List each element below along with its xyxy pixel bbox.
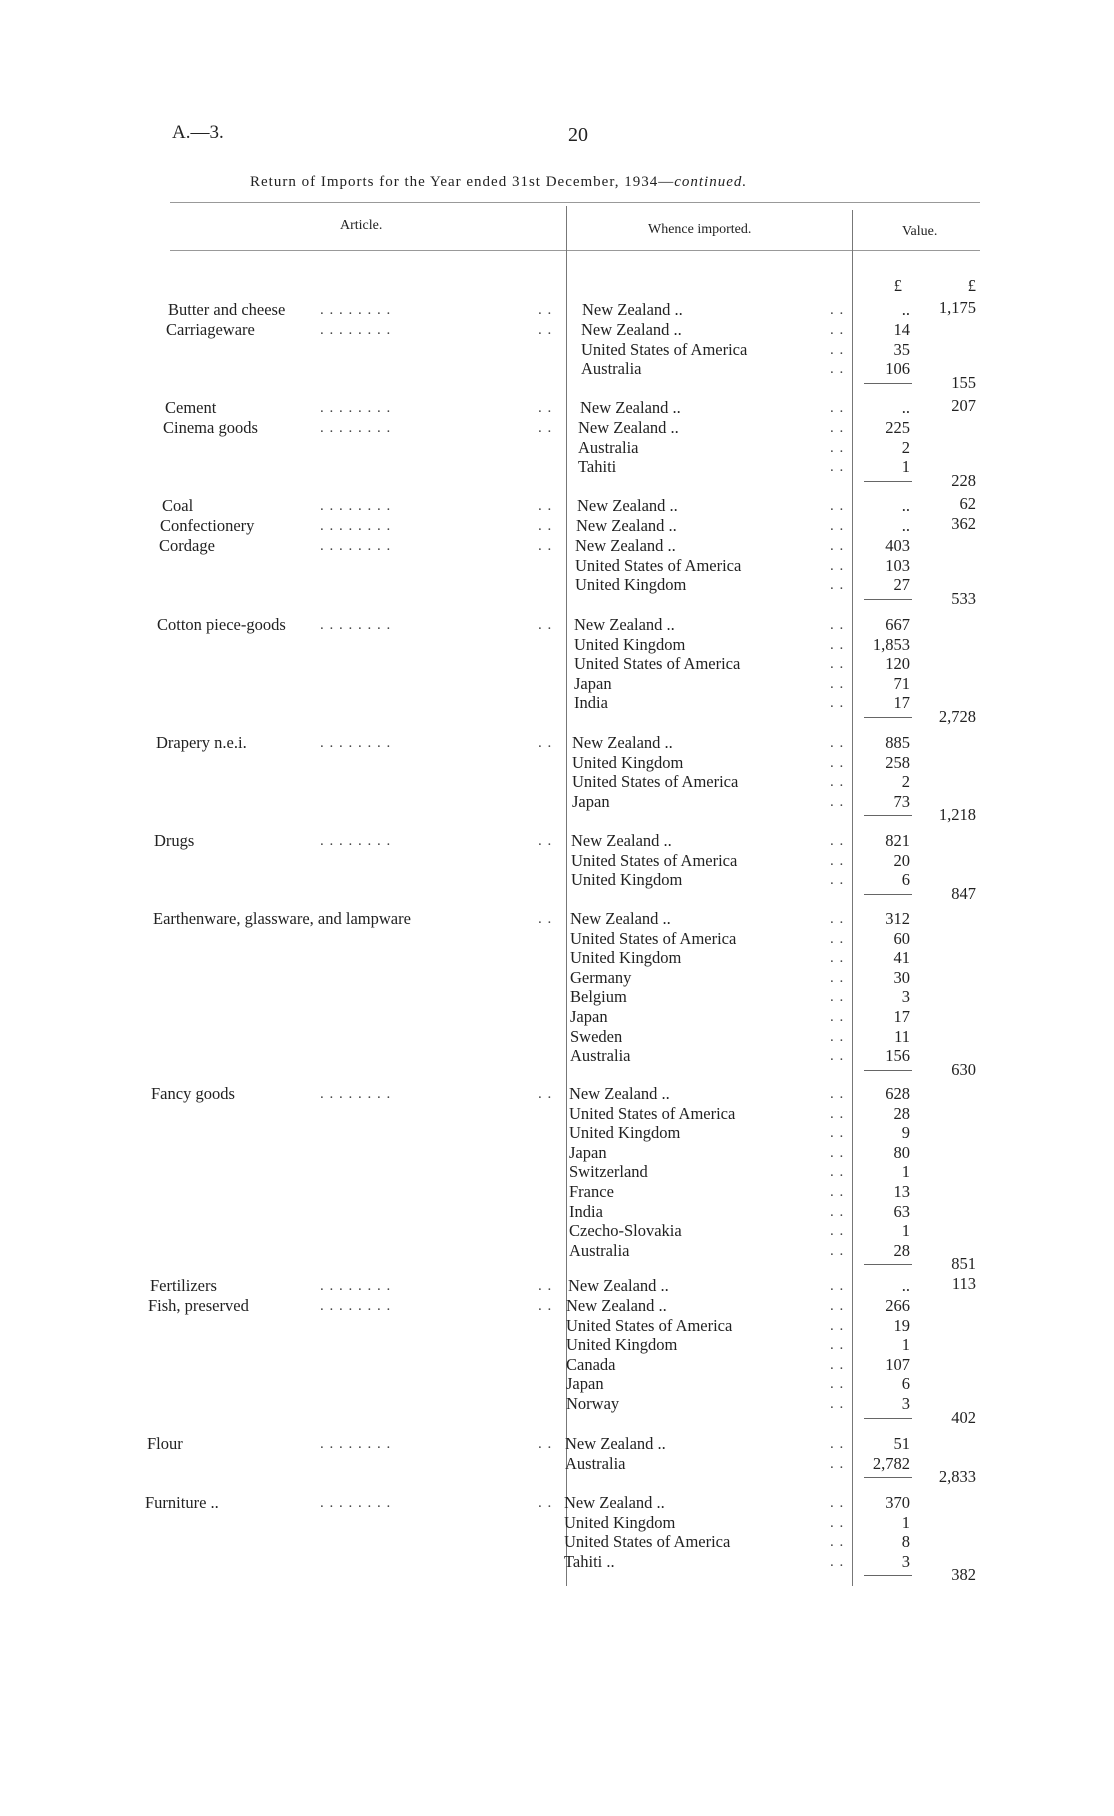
document-reference: A.—3.: [172, 122, 224, 143]
country-name: Tahiti: [578, 457, 617, 477]
leader-dots-article-end: . .: [538, 498, 553, 514]
country-value: 1: [901, 1335, 910, 1355]
country-value: 1: [901, 457, 910, 477]
country-name: United States of America: [572, 772, 739, 792]
article-total: 402: [951, 1407, 976, 1427]
country-name: New Zealand ..: [569, 1084, 670, 1103]
country-value: 156: [885, 1046, 910, 1066]
article-name: Cotton piece-goods: [157, 615, 286, 634]
leader-dots-country: . .: [830, 1203, 845, 1220]
article-name: Cordage: [159, 536, 215, 555]
leader-dots-article-end: . .: [538, 400, 553, 416]
article-total: 207: [951, 396, 976, 415]
country-name: United Kingdom: [574, 634, 686, 654]
country-name: United Kingdom: [569, 1123, 681, 1143]
leader-dots-article: . . . . . . . .: [320, 1086, 392, 1102]
leader-dots-article: . . . . . . . .: [320, 833, 392, 849]
leader-dots-country: . .: [830, 322, 845, 338]
article-total: 851: [951, 1254, 976, 1274]
country-value: 17: [893, 693, 910, 713]
leader-dots-article: . . . . . . . .: [320, 322, 392, 338]
article-total: 2,728: [938, 707, 976, 726]
country-value: 6: [901, 1374, 910, 1394]
country-name: Japan: [572, 791, 610, 811]
country-value: 103: [885, 555, 910, 575]
country-name: Australia: [565, 1453, 626, 1473]
country-value: 14: [893, 320, 910, 339]
country-value: 80: [893, 1142, 910, 1162]
country-value: 27: [893, 575, 910, 595]
country-value: 71: [893, 673, 910, 693]
country-value: 258: [885, 752, 910, 772]
country-value: 1: [901, 1162, 910, 1182]
article-name: Butter and cheese: [168, 300, 286, 319]
country-name: Germany: [570, 967, 632, 987]
article-total: 847: [951, 883, 976, 903]
country-name: New Zealand ..: [580, 398, 681, 417]
leader-dots-article-end: . .: [538, 302, 553, 318]
country-value: 3: [901, 1394, 910, 1413]
country-value: 60: [893, 928, 910, 948]
country-value: 13: [893, 1182, 910, 1201]
country-value: 51: [893, 1434, 910, 1453]
leader-dots-article: . . . . . . . .: [320, 1436, 392, 1452]
country-name: United Kingdom: [571, 870, 683, 890]
country-name: United States of America: [569, 1103, 736, 1123]
country-name: New Zealand ..: [581, 320, 682, 339]
country-name: New Zealand ..: [564, 1493, 665, 1512]
country-name: Australia: [578, 437, 639, 457]
leader-dots-country: . .: [830, 1105, 845, 1122]
leader-dots-article: . . . . . . . .: [320, 617, 392, 633]
leader-dots-country: . .: [830, 459, 845, 476]
leader-dots-article-end: . .: [538, 833, 553, 849]
article-total: 630: [951, 1059, 976, 1079]
country-value: 35: [893, 339, 910, 359]
article-total: 533: [951, 588, 976, 608]
subtotal-rule: [864, 815, 912, 816]
country-name: Japan: [570, 1007, 608, 1026]
country-name: New Zealand ..: [582, 300, 683, 319]
leader-dots-article: . . . . . . . .: [320, 1278, 392, 1294]
leader-dots-article: . . . . . . . .: [320, 400, 392, 416]
title-continued: continued.: [674, 174, 748, 190]
leader-dots-article-end: . .: [538, 420, 553, 436]
leader-dots-country: . .: [830, 950, 845, 967]
currency-symbol-total: £: [967, 276, 976, 295]
leader-dots-article-end: . .: [538, 1495, 553, 1511]
leader-dots-article: . . . . . . . .: [320, 518, 392, 534]
column-header-article: Article.: [340, 218, 383, 233]
country-value: ..: [901, 516, 910, 535]
country-name: United Kingdom: [575, 575, 687, 595]
country-name: Sweden: [570, 1026, 623, 1046]
leader-dots-article: . . . . . . . .: [320, 735, 392, 751]
leader-dots-country: . .: [830, 1396, 845, 1412]
subtotal-rule: [864, 1418, 912, 1419]
country-name: Australia: [570, 1046, 631, 1066]
column-divider-2: [852, 210, 853, 1586]
leader-dots-article: . . . . . . . .: [320, 538, 392, 554]
leader-dots-country: . .: [830, 1144, 845, 1161]
article-name: Cinema goods: [163, 418, 258, 437]
country-value: 1,853: [872, 634, 910, 654]
country-value: 2: [901, 772, 910, 792]
country-name: France: [569, 1182, 614, 1201]
country-name: New Zealand ..: [565, 1434, 666, 1453]
title-main: Return of Imports for the Year ended 31st December, 1934—: [250, 174, 675, 190]
leader-dots-country: . .: [830, 833, 845, 849]
article-total: 155: [951, 372, 976, 392]
article-name: Fish, preserved: [148, 1296, 249, 1315]
country-name: Tahiti ..: [564, 1551, 615, 1571]
country-value: 107: [885, 1354, 910, 1374]
article-total: 362: [951, 514, 976, 533]
country-name: United States of America: [581, 339, 748, 359]
leader-dots-country: . .: [830, 557, 845, 574]
country-value: 1: [901, 1512, 910, 1532]
leader-dots-country: . .: [830, 1048, 845, 1065]
leader-dots-country: . .: [830, 1376, 845, 1393]
leader-dots-article-end: . .: [538, 322, 553, 338]
leader-dots-country: . .: [830, 1242, 845, 1259]
article-name: Fertilizers: [150, 1276, 217, 1295]
leader-dots-article: . . . . . . . .: [320, 1298, 392, 1314]
country-name: New Zealand ..: [566, 1296, 667, 1315]
country-value: 28: [893, 1103, 910, 1123]
leader-dots-article-end: . .: [538, 538, 553, 554]
country-name: United Kingdom: [566, 1335, 678, 1355]
country-value: 8: [901, 1532, 910, 1552]
leader-dots-country: . .: [830, 695, 845, 712]
leader-dots-country: . .: [830, 872, 845, 889]
leader-dots-country: . .: [830, 1009, 845, 1025]
country-value: 1: [901, 1221, 910, 1241]
top-rule: [170, 202, 980, 203]
leader-dots-country: . .: [830, 1356, 845, 1373]
header-rule: [170, 250, 980, 251]
country-value: 28: [893, 1240, 910, 1260]
country-value: 20: [893, 850, 910, 870]
country-name: United States of America: [571, 850, 738, 870]
leader-dots-country: . .: [830, 735, 845, 751]
country-name: Japan: [574, 673, 612, 693]
leader-dots-article-end: . .: [538, 617, 553, 633]
leader-dots-country: . .: [830, 361, 845, 378]
country-name: Czecho-Slovakia: [569, 1221, 682, 1241]
country-name: United States of America: [564, 1532, 731, 1552]
country-name: New Zealand ..: [576, 516, 677, 535]
leader-dots-country: . .: [830, 852, 845, 869]
leader-dots-article: . . . . . . . .: [320, 302, 392, 318]
country-name: Australia: [569, 1240, 630, 1260]
leader-dots-country: . .: [830, 518, 845, 534]
leader-dots-article-end: . .: [538, 735, 553, 751]
leader-dots-article-end: . .: [538, 518, 553, 534]
subtotal-rule: [864, 1575, 912, 1576]
country-name: Norway: [566, 1394, 620, 1413]
subtotal-rule: [864, 894, 912, 895]
leader-dots-article-end: . .: [538, 1298, 553, 1314]
leader-dots-country: . .: [830, 675, 845, 692]
page-number: 20: [568, 124, 588, 146]
column-header-value: Value.: [902, 224, 938, 239]
country-value: 370: [885, 1493, 910, 1512]
leader-dots-country: . .: [830, 793, 845, 810]
country-name: United Kingdom: [564, 1512, 676, 1532]
leader-dots-article: . . . . . . . .: [320, 1495, 392, 1511]
country-value: 63: [893, 1201, 910, 1221]
article-name: Cement: [165, 398, 217, 417]
leader-dots-country: . .: [830, 538, 845, 554]
leader-dots-country: . .: [830, 1337, 845, 1354]
article-total: 1,218: [938, 805, 976, 825]
country-name: United States of America: [566, 1315, 733, 1335]
country-name: New Zealand ..: [577, 496, 678, 515]
country-name: United States of America: [574, 654, 741, 674]
country-value: 19: [893, 1315, 910, 1335]
country-value: 3: [901, 1551, 910, 1571]
country-value: 885: [885, 733, 910, 752]
country-value: 11: [894, 1026, 910, 1046]
leader-dots-country: . .: [830, 439, 845, 456]
country-value: 17: [893, 1007, 910, 1026]
country-value: 225: [885, 418, 910, 437]
leader-dots-country: . .: [830, 341, 845, 358]
country-value: ..: [901, 496, 910, 515]
article-name: Carriageware: [166, 320, 255, 339]
leader-dots-country: . .: [830, 577, 845, 594]
leader-dots-country: . .: [830, 1436, 845, 1452]
leader-dots-country: . .: [830, 1553, 845, 1570]
subtotal-rule: [864, 717, 912, 718]
country-value: ..: [901, 398, 910, 417]
leader-dots-country: . .: [830, 1125, 845, 1142]
leader-dots-country: . .: [830, 1184, 845, 1200]
subtotal-rule: [864, 383, 912, 384]
article-total: 382: [951, 1565, 976, 1585]
subtotal-rule: [864, 481, 912, 482]
country-value: 3: [901, 987, 910, 1007]
leader-dots-country: . .: [830, 1086, 845, 1102]
country-name: Belgium: [570, 987, 627, 1007]
country-name: New Zealand ..: [578, 418, 679, 437]
country-name: New Zealand ..: [570, 909, 671, 928]
country-value: 41: [893, 948, 910, 968]
country-value: 9: [901, 1123, 910, 1143]
country-name: United Kingdom: [570, 948, 682, 968]
country-name: New Zealand ..: [572, 733, 673, 752]
article-name: Furniture ..: [145, 1493, 219, 1512]
article-name: Drugs: [154, 831, 195, 850]
country-value: 2: [901, 437, 910, 457]
country-name: Australia: [581, 359, 642, 379]
article-total: 228: [951, 470, 976, 490]
leader-dots-country: . .: [830, 930, 845, 947]
leader-dots-country: . .: [830, 1317, 845, 1334]
country-value: 667: [885, 615, 910, 634]
country-name: Canada: [566, 1354, 616, 1374]
leader-dots-country: . .: [830, 1455, 845, 1472]
article-total: 62: [959, 494, 976, 513]
country-value: 2,782: [872, 1453, 910, 1473]
article-name: Confectionery: [160, 516, 255, 535]
leader-dots-country: . .: [830, 1534, 845, 1551]
leader-dots-country: . .: [830, 636, 845, 653]
leader-dots-article-end: . .: [538, 911, 553, 927]
article-name: Drapery n.e.i.: [156, 733, 247, 752]
table-title: [250, 174, 747, 191]
column-header-whence: Whence imported.: [648, 222, 752, 237]
country-value: 120: [885, 654, 910, 674]
leader-dots-country: . .: [830, 1278, 845, 1294]
leader-dots-article-end: . .: [538, 1278, 553, 1294]
country-name: India: [574, 693, 608, 713]
subtotal-rule: [864, 1477, 912, 1478]
subtotal-rule: [864, 1070, 912, 1071]
country-value: ..: [901, 1276, 910, 1295]
country-name: India: [569, 1201, 603, 1221]
country-value: 106: [885, 359, 910, 379]
leader-dots-country: . .: [830, 774, 845, 791]
leader-dots-article-end: . .: [538, 1086, 553, 1102]
leader-dots-country: . .: [830, 969, 845, 986]
country-name: New Zealand ..: [568, 1276, 669, 1295]
country-value: 30: [893, 967, 910, 987]
country-name: Switzerland: [569, 1162, 648, 1182]
leader-dots-article-end: . .: [538, 1436, 553, 1452]
country-value: 821: [885, 831, 910, 850]
article-name: Fancy goods: [151, 1084, 235, 1103]
country-value: 6: [901, 870, 910, 890]
currency-symbol-subvalue: £: [893, 276, 902, 295]
country-value: 312: [885, 909, 910, 928]
leader-dots-country: . .: [830, 302, 845, 318]
leader-dots-country: . .: [830, 1514, 845, 1531]
leader-dots-country: . .: [830, 1223, 845, 1240]
article-name: Coal: [162, 496, 194, 515]
country-value: 266: [885, 1296, 910, 1315]
leader-dots-country: . .: [830, 754, 845, 771]
leader-dots-country: . .: [830, 1495, 845, 1511]
article-total: 113: [951, 1274, 976, 1293]
subtotal-rule: [864, 1264, 912, 1265]
country-value: 73: [893, 791, 910, 811]
country-name: United States of America: [575, 555, 742, 575]
country-name: New Zealand ..: [575, 536, 676, 555]
leader-dots-article: . . . . . . . .: [320, 498, 392, 514]
leader-dots-country: . .: [830, 617, 845, 633]
leader-dots-article: . . . . . . . .: [320, 420, 392, 436]
leader-dots-country: . .: [830, 420, 845, 436]
leader-dots-country: . .: [830, 911, 845, 927]
article-total: 2,833: [938, 1467, 976, 1487]
leader-dots-country: . .: [830, 989, 845, 1006]
country-name: Japan: [566, 1374, 604, 1394]
leader-dots-country: . .: [830, 656, 845, 673]
country-name: United Kingdom: [572, 752, 684, 772]
subtotal-rule: [864, 599, 912, 600]
country-name: New Zealand ..: [571, 831, 672, 850]
country-value: 628: [885, 1084, 910, 1103]
article-name: Earthenware, glassware, and lampware: [153, 909, 411, 928]
leader-dots-country: . .: [830, 498, 845, 514]
country-value: ..: [901, 300, 910, 319]
leader-dots-country: . .: [830, 1028, 845, 1045]
country-name: Japan: [569, 1142, 607, 1162]
leader-dots-country: . .: [830, 400, 845, 416]
leader-dots-country: . .: [830, 1164, 845, 1181]
article-name: Flour: [147, 1434, 183, 1453]
country-name: New Zealand ..: [574, 615, 675, 634]
country-name: United States of America: [570, 928, 737, 948]
country-value: 403: [885, 536, 910, 555]
article-total: 1,175: [938, 298, 976, 317]
leader-dots-country: . .: [830, 1298, 845, 1314]
